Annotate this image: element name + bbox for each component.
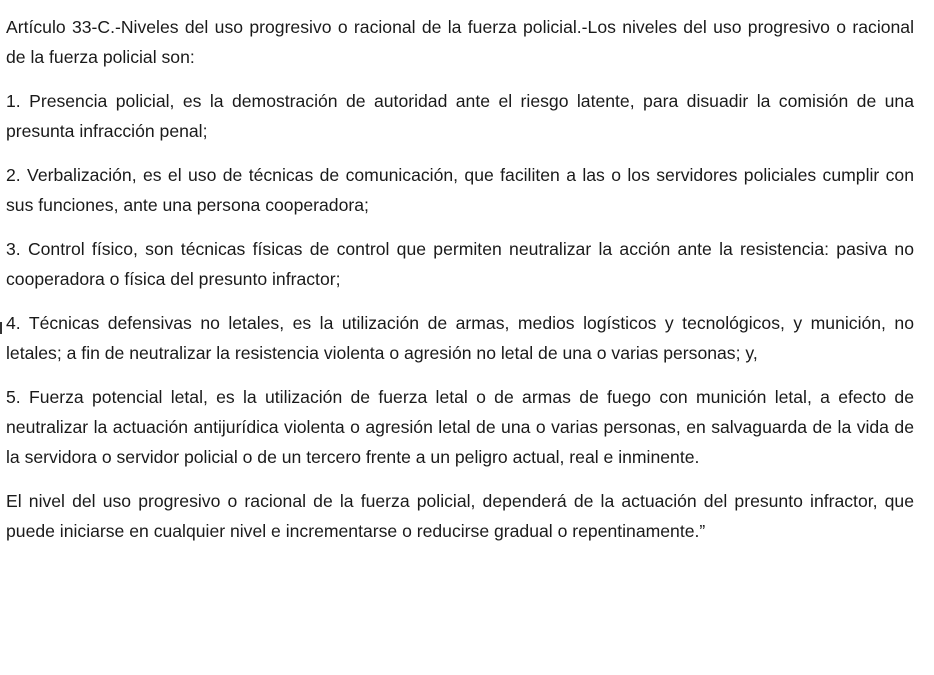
margin-mark: [0, 322, 2, 334]
document-body: [6, 12, 914, 560]
level-1-paragraph: 1. Presencia policial, es la demostración de autoridad ante el riesgo latente, para disuadir la comisión de una presunta infracción penal;: [6, 91, 914, 141]
level-2-paragraph: 2. Verbalización, es el uso de técnicas de comunicación, que faciliten a las o los servidores policiales cumplir con sus funciones, ante una persona cooperadora;: [6, 165, 914, 215]
article-heading-paragraph: Artículo 33-C.-Niveles del uso progresivo o racional de la fuerza policial.-Los niveles del uso progresivo o racional de la fuerza policial son:: [6, 17, 914, 67]
closing-paragraph: El nivel del uso progresivo o racional de la fuerza policial, dependerá de la actuación del presunto infractor, que puede iniciarse en cualquier nivel e incrementarse o reducirse gradual o repentinamente.”: [6, 491, 914, 541]
level-3-paragraph: 3. Control físico, son técnicas físicas de control que permiten neutralizar la acción ante la resistencia: pasiva no cooperadora o física del presunto infractor;: [6, 239, 914, 289]
level-5-paragraph: 5. Fuerza potencial letal, es la utilización de fuerza letal o de armas de fuego con munición letal, a efecto de neutralizar la actuación antijurídica violenta o agresión letal de una o varias personas, en salvaguarda de la vida de la servidora o servidor policial o de un tercero frente a un peligro actual, real e inminente.: [6, 387, 914, 467]
level-4-paragraph: 4. Técnicas defensivas no letales, es la utilización de armas, medios logísticos y tecnológicos, y munición, no letales; a fin de neutralizar la resistencia violenta o agresión no letal de una o varias personas; y,: [6, 313, 914, 363]
